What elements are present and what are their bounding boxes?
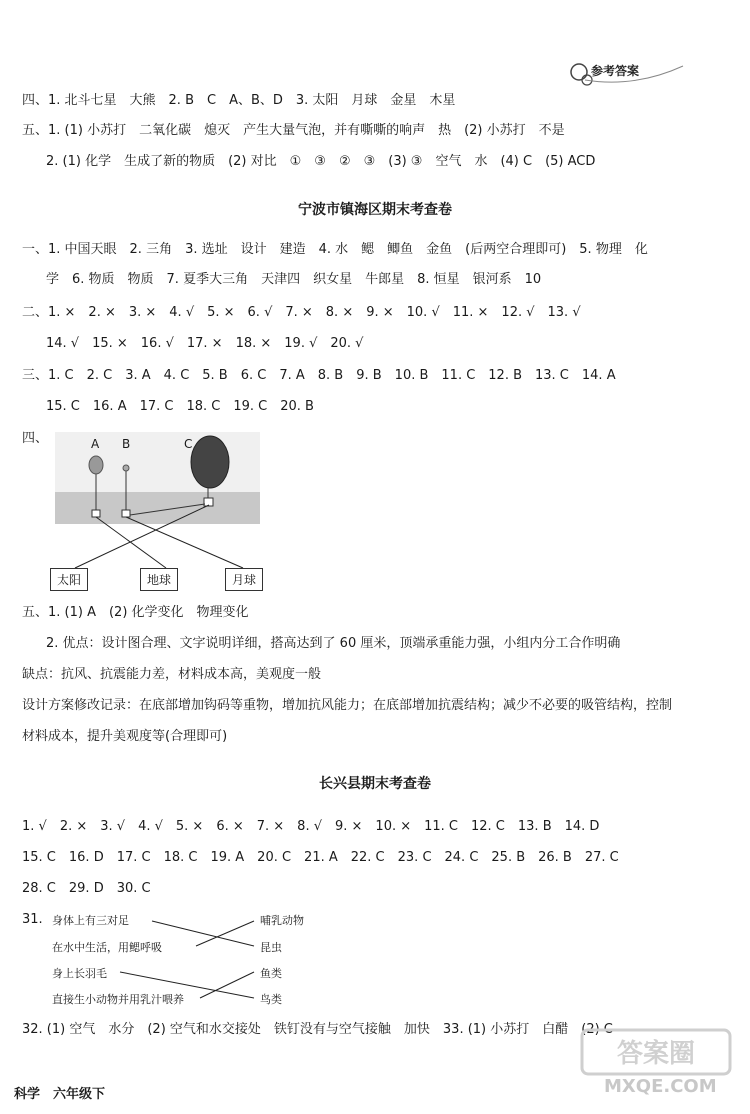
q31-left-1: 在水中生活，用鳃呼吸: [52, 941, 162, 954]
ningbo-q2-line1: 二、1. × 2. × 3. × 4. √ 5. × 6. √ 7. × 8. × 9. × 10. √ 11. × 12. √ 13. √: [22, 305, 581, 320]
box-earth: 地球: [140, 568, 178, 591]
q31-left-3: 直接生小动物并用乳汁喂养: [52, 993, 184, 1006]
diagram-label-b: B: [122, 437, 131, 451]
ningbo-q5-2-pros: 2. 优点：设计图合理、文字说明详细，搭高达到了 60 厘米，顶端承重能力强，小组内分工合作明确: [46, 636, 621, 651]
page-footer: 科学 六年级下: [14, 1087, 106, 1102]
watermark: [576, 1024, 736, 1104]
ningbo-q1-line1: 一、1. 中国天眼 2. 三角 3. 选址 设计 建造 4. 水 鳃 鲫鱼 金鱼 (后两空合理即可) 5. 物理 化: [22, 242, 648, 257]
q31-right-3: 鸟类: [260, 993, 282, 1006]
changxing-q32-33: 32. (1) 空气 水分 (2) 空气和水交接处 铁钉没有与空气接触 加快 33. (1) 小苏打 白醋 (2) C: [22, 1022, 613, 1037]
diagram-label-c: C: [184, 437, 193, 451]
section-title-ningbo: 宁波市镇海区期末考查卷: [298, 202, 452, 218]
badge-label: 参考答案: [591, 64, 640, 78]
prev-q4: 四、1. 北斗七星 大熊 2. B C A、B、D 3. 太阳 月球 金星 木星: [22, 93, 456, 108]
box-moon: 月球: [225, 568, 263, 591]
diagram-label-a: A: [91, 437, 100, 451]
ningbo-q3-line2: 15. C 16. A 17. C 18. C 19. C 20. B: [46, 399, 314, 414]
changxing-line2: 15. C 16. D 17. C 18. C 19. A 20. C 21. A 22. C 23. C 24. C 25. B 26. B 27. C: [22, 850, 619, 865]
ningbo-q2-line2: 14. √ 15. × 16. √ 17. × 18. × 19. √ 20. √: [46, 336, 364, 351]
changxing-line3: 28. C 29. D 30. C: [22, 881, 151, 896]
ningbo-q4-label: 四、: [22, 431, 49, 446]
section-title-changxing: 长兴县期末考查卷: [319, 776, 431, 792]
ningbo-q3-line1: 三、1. C 2. C 3. A 4. C 5. B 6. C 7. A 8. B 9. B 10. B 11. C 12. B 13. C 14. A: [22, 368, 616, 383]
ningbo-q1-line2: 学 6. 物质 物质 7. 夏季大三角 天津四 织女星 牛郎星 8. 恒星 银河系 10: [46, 272, 542, 287]
changxing-line1: 1. √ 2. × 3. √ 4. √ 5. × 6. × 7. × 8. √ 9. × 10. × 11. C 12. C 13. B 14. D: [22, 819, 600, 834]
ningbo-q5-2-revision: 设计方案修改记录：在底部增加钩码等重物，增加抗风能力；在底部增加抗震结构；减少不必要的吸管结构，控制: [22, 698, 673, 713]
ningbo-q5-1: 五、1. (1) A (2) 化学变化 物理变化: [22, 605, 249, 620]
q31-left-2: 身上长羽毛: [52, 967, 107, 980]
q31-right-1: 昆虫: [260, 941, 282, 954]
q31-right-2: 鱼类: [260, 967, 282, 980]
prev-q5-1: 五、1. (1) 小苏打 二氧化碳 熄灭 产生大量气泡，并有嘶嘶的响声 热 (2) 小苏打 不是: [22, 123, 565, 138]
q31-number: 31.: [22, 912, 43, 927]
box-sun: 太阳: [50, 568, 88, 591]
ningbo-q5-2-cons: 缺点：抗风、抗震能力差，材料成本高，美观度一般: [22, 667, 322, 682]
ningbo-q5-2-revision-cont: 材料成本，提升美观度等(合理即可): [22, 729, 228, 744]
q31-right-0: 哺乳动物: [260, 914, 304, 927]
q31-left-0: 身体上有三对足: [52, 914, 129, 927]
svg-text:答案圈: 答案圈: [616, 1039, 696, 1069]
watermark-text: MXQE.COM: [604, 1076, 717, 1097]
prev-q5-2: 2. (1) 化学 生成了新的物质 (2) 对比 ① ③ ② ③ (3) ③ 空气 水 (4) C (5) ACD: [46, 154, 596, 169]
